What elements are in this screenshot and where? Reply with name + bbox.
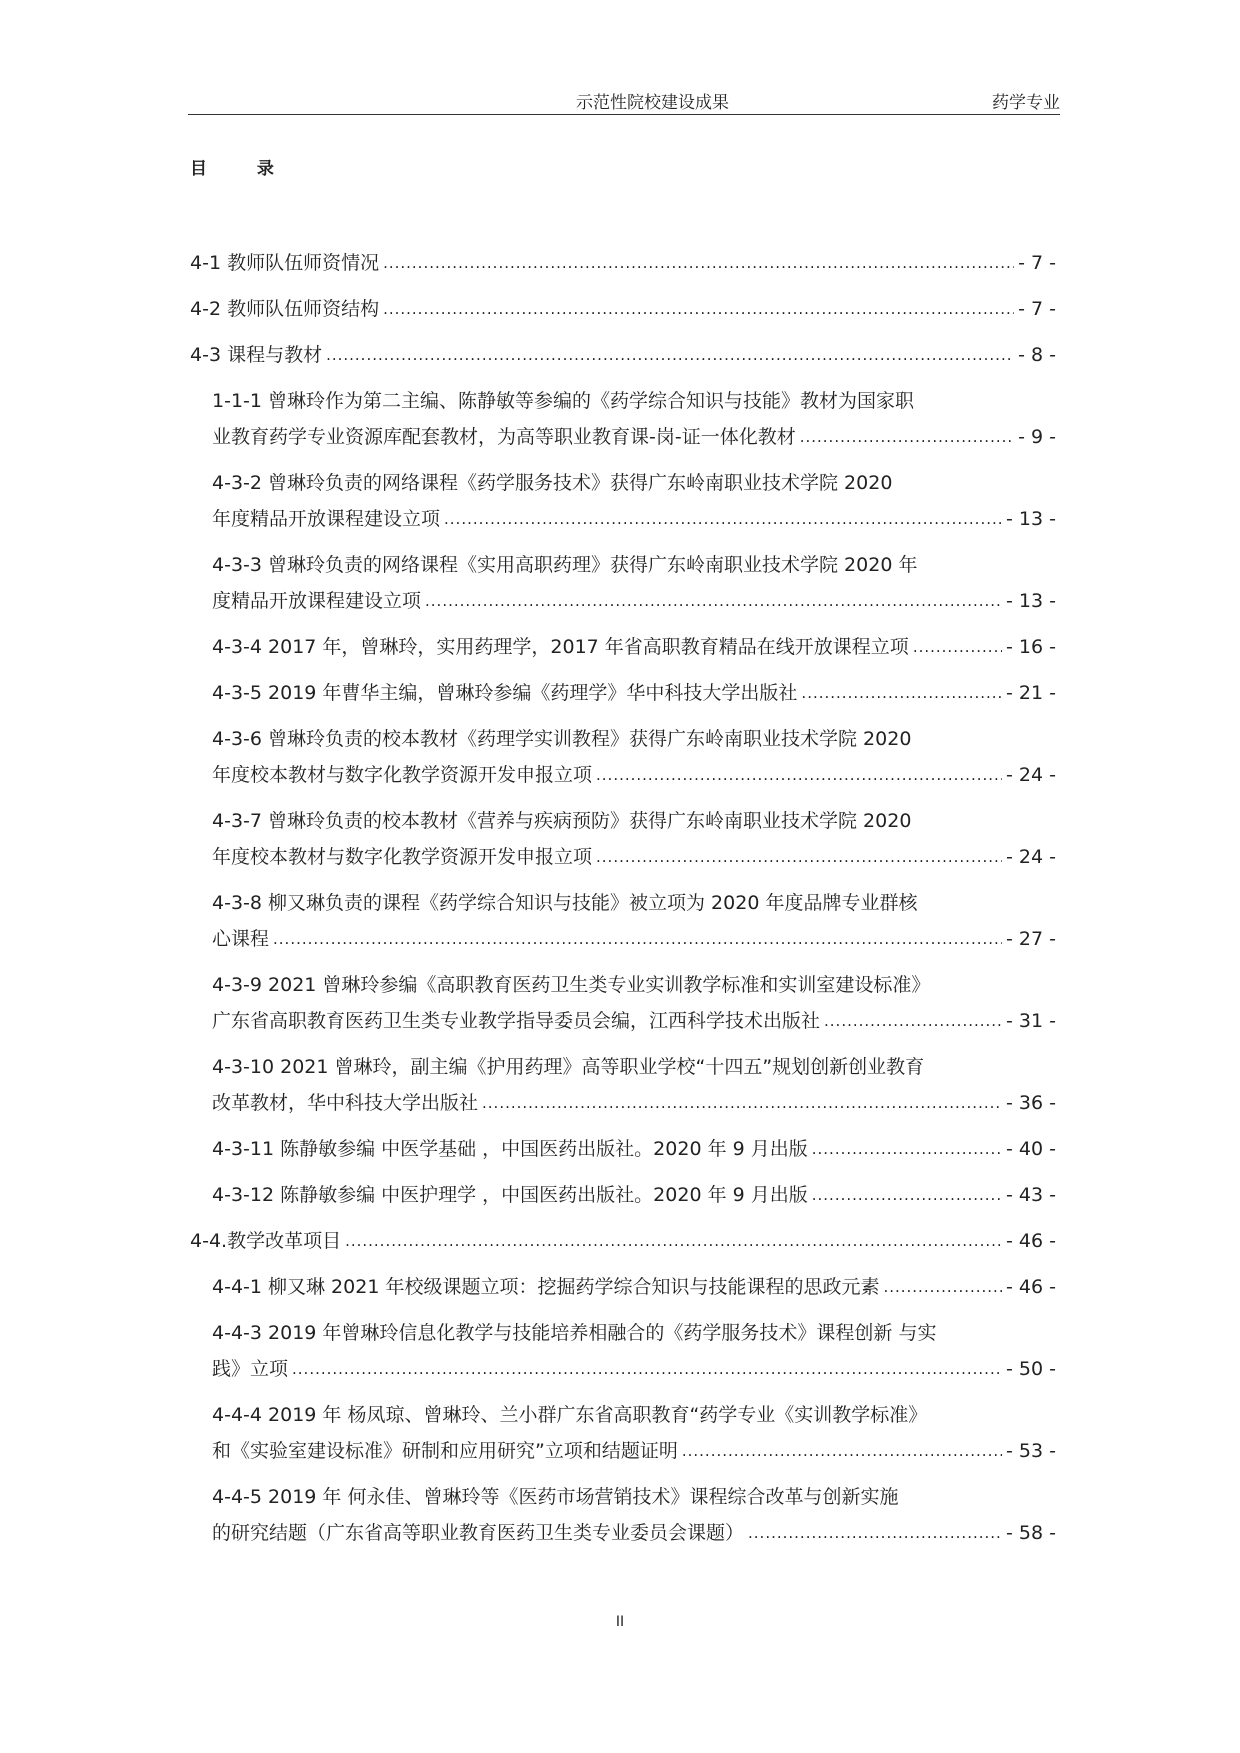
toc-entry[interactable] bbox=[190, 547, 1056, 619]
toc-entry-text: 广东省高职教育医药卫生类专业教学指导委员会编，江西科学技术出版社 bbox=[212, 1010, 821, 1032]
toc-entry[interactable] bbox=[190, 675, 1056, 711]
toc-leader-dots bbox=[812, 1177, 1002, 1213]
toc-page-number: - 9 - bbox=[1018, 426, 1056, 448]
toc-leader-dots bbox=[800, 419, 1014, 455]
page-number: II bbox=[615, 1614, 625, 1630]
toc-page-number: - 36 - bbox=[1006, 1092, 1056, 1114]
toc-entry-text: 4-4.教学改革项目 bbox=[190, 1230, 342, 1252]
header-title: 示范性院校建设成果 bbox=[576, 93, 729, 113]
toc-entry-text: 4-3 课程与教材 bbox=[190, 344, 323, 366]
toc-leader-dots bbox=[824, 1003, 1002, 1039]
toc-entry-text: 4-3-10 2021 曾琳玲，副主编《护用药理》高等职业学校“十四五”规划创新创业教育 bbox=[212, 1056, 925, 1078]
toc-page-number: - 21 - bbox=[1006, 682, 1056, 704]
toc-entry-text: 4-3-2 曾琳玲负责的网络课程《药学服务技术》获得广东岭南职业技术学院 2020 bbox=[212, 472, 893, 494]
toc-entry[interactable] bbox=[190, 1315, 1056, 1387]
toc-entry-text: 4-4-5 2019 年 何永佳、曾琳玲等《医药市场营销技术》课程综合改革与创新实施 bbox=[212, 1486, 899, 1508]
toc-entry[interactable] bbox=[190, 885, 1056, 957]
toc-entry[interactable] bbox=[190, 337, 1056, 373]
toc-entry-text: 4-4-1 柳又琳 2021 年校级课题立项：挖掘药学综合知识与技能课程的思政元素 bbox=[212, 1276, 880, 1298]
toc-entry[interactable] bbox=[190, 967, 1056, 1039]
toc-entry[interactable] bbox=[190, 245, 1056, 281]
toc-leader-dots bbox=[812, 1131, 1002, 1167]
toc-entry-text: 4-3-8 柳又琳负责的课程《药学综合知识与技能》被立项为 2020 年度品牌专业群核 bbox=[212, 892, 918, 914]
toc-entry-text: 4-1 教师队伍师资情况 bbox=[190, 252, 380, 274]
toc-leader-dots bbox=[383, 245, 1014, 281]
toc-page-number: - 58 - bbox=[1006, 1522, 1056, 1544]
toc-page-number: - 27 - bbox=[1006, 928, 1056, 950]
toc-leader-dots bbox=[326, 337, 1014, 373]
toc-entry-text: 改革教材，华中科技大学出版社 bbox=[212, 1092, 479, 1114]
toc-entry-text: 践》立项 bbox=[212, 1358, 289, 1380]
running-header bbox=[188, 84, 1060, 115]
toc-entry[interactable] bbox=[190, 383, 1056, 455]
toc-entry-text: 4-4-3 2019 年曾琳玲信息化教学与技能培养相融合的《药学服务技术》课程创新 与实 bbox=[212, 1322, 937, 1344]
toc-leader-dots bbox=[273, 921, 1002, 957]
toc-entry-text: 和《实验室建设标准》研制和应用研究”立项和结题证明 bbox=[212, 1440, 678, 1462]
toc-entry-text: 年度精品开放课程建设立项 bbox=[212, 508, 441, 530]
toc-entry[interactable] bbox=[190, 1397, 1056, 1469]
toc-entry-text: 心课程 bbox=[212, 928, 270, 950]
toc-entry-text: 的研究结题（广东省高等职业教育医药卫生类专业委员会课题） bbox=[212, 1522, 745, 1544]
toc-title: 目 录 bbox=[190, 159, 296, 179]
toc-leader-dots bbox=[801, 675, 1002, 711]
toc-page-number: - 46 - bbox=[1006, 1276, 1056, 1298]
toc-page-number: - 13 - bbox=[1006, 508, 1056, 530]
toc-leader-dots bbox=[596, 839, 1002, 875]
toc-entry[interactable] bbox=[190, 1269, 1056, 1305]
toc-entry[interactable] bbox=[190, 465, 1056, 537]
toc-leader-dots bbox=[913, 629, 1002, 665]
toc-page-number: - 40 - bbox=[1006, 1138, 1056, 1160]
toc-page-number: - 46 - bbox=[1006, 1230, 1056, 1252]
toc-page-number: - 13 - bbox=[1006, 590, 1056, 612]
toc-page-number: - 24 - bbox=[1006, 846, 1056, 868]
toc-entry[interactable] bbox=[190, 1177, 1056, 1213]
toc-entry-text: 4-4-4 2019 年 杨凤琼、曾琳玲、兰小群广东省高职教育“药学专业《实训教学标准》 bbox=[212, 1404, 928, 1426]
toc-page-number: - 16 - bbox=[1006, 636, 1056, 658]
toc-entry[interactable] bbox=[190, 291, 1056, 327]
toc-page-number: - 24 - bbox=[1006, 764, 1056, 786]
toc-entry[interactable] bbox=[190, 721, 1056, 793]
toc-entry-text: 4-2 教师队伍师资结构 bbox=[190, 298, 380, 320]
toc-page-number: - 43 - bbox=[1006, 1184, 1056, 1206]
toc-entry[interactable] bbox=[190, 1131, 1056, 1167]
toc-entry-text: 4-3-11 陈静敏参编 中医学基础 ，中国医药出版社。2020 年 9 月出版 bbox=[212, 1138, 808, 1160]
toc-entry-text: 4-3-3 曾琳玲负责的网络课程《实用高职药理》获得广东岭南职业技术学院 2020 年 bbox=[212, 554, 918, 576]
header-subject: 药学专业 bbox=[992, 93, 1060, 113]
toc-entry-text: 度精品开放课程建设立项 bbox=[212, 590, 422, 612]
toc-entry-text: 业教育药学专业资源库配套教材，为高等职业教育课-岗-证一体化教材 bbox=[212, 426, 796, 448]
table-of-contents bbox=[190, 245, 1056, 1561]
toc-leader-dots bbox=[444, 501, 1002, 537]
toc-entry-text: 年度校本教材与数字化教学资源开发申报立项 bbox=[212, 846, 593, 868]
toc-entry-text: 年度校本教材与数字化教学资源开发申报立项 bbox=[212, 764, 593, 786]
toc-page-number: - 50 - bbox=[1006, 1358, 1056, 1380]
toc-entry-text: 4-3-7 曾琳玲负责的校本教材《营养与疾病预防》获得广东岭南职业技术学院 2020 bbox=[212, 810, 912, 832]
toc-entry[interactable] bbox=[190, 629, 1056, 665]
toc-leader-dots bbox=[345, 1223, 1002, 1259]
toc-entry-text: 1-1-1 曾琳玲作为第二主编、陈静敏等参编的《药学综合知识与技能》教材为国家职 bbox=[212, 390, 915, 412]
toc-page-number: - 8 - bbox=[1018, 344, 1056, 366]
toc-entry-text: 4-3-12 陈静敏参编 中医护理学 ，中国医药出版社。2020 年 9 月出版 bbox=[212, 1184, 808, 1206]
toc-leader-dots bbox=[482, 1085, 1002, 1121]
toc-page-number: - 7 - bbox=[1018, 252, 1056, 274]
toc-leader-dots bbox=[682, 1433, 1002, 1469]
toc-page-number: - 31 - bbox=[1006, 1010, 1056, 1032]
toc-entry-text: 4-3-4 2017 年，曾琳玲，实用药理学，2017 年省高职教育精品在线开放课程立项 bbox=[212, 636, 909, 658]
toc-leader-dots bbox=[596, 757, 1002, 793]
toc-leader-dots bbox=[883, 1269, 1002, 1305]
toc-entry[interactable] bbox=[190, 1223, 1056, 1259]
toc-leader-dots bbox=[748, 1515, 1002, 1551]
toc-page-number: - 7 - bbox=[1018, 298, 1056, 320]
toc-leader-dots bbox=[383, 291, 1014, 327]
toc-entry-text: 4-3-6 曾琳玲负责的校本教材《药理学实训教程》获得广东岭南职业技术学院 2020 bbox=[212, 728, 912, 750]
toc-entry[interactable] bbox=[190, 803, 1056, 875]
toc-entry-text: 4-3-5 2019 年曹华主编，曾琳玲参编《药理学》华中科技大学出版社 bbox=[212, 682, 798, 704]
toc-entry[interactable] bbox=[190, 1479, 1056, 1551]
toc-leader-dots bbox=[425, 583, 1002, 619]
toc-leader-dots bbox=[292, 1351, 1002, 1387]
toc-entry[interactable] bbox=[190, 1049, 1056, 1121]
toc-entry-text: 4-3-9 2021 曾琳玲参编《高职教育医药卫生类专业实训教学标准和实训室建设标准》 bbox=[212, 974, 931, 996]
toc-page-number: - 53 - bbox=[1006, 1440, 1056, 1462]
